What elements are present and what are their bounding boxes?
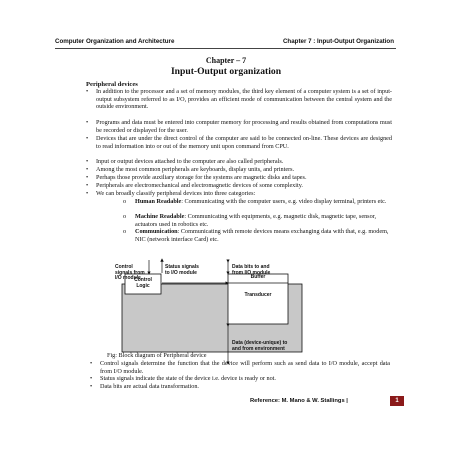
bullet-item: • Data bits are actual data transformation. [90,383,199,390]
chapter-title: Input-Output organization [170,66,282,77]
bullet-item: • Input or output devices attached to the computer are also called peripherals. [86,158,284,165]
buffer-transducer-box [228,274,288,324]
header-divider [55,48,396,49]
bullet-item: • Control signals determine the function that the device will perform such as send data to I/O module, accept data from I/O module. [90,360,390,375]
category-item: o Human Readable: Communicating with the computer users, e.g. video display terminal, printers etc. [123,198,387,205]
category-item: o Machine Readable: Communicating with equipments, e.g. magnetic disk, magnetic tape, sensor, actuators used in robotics etc. [123,213,377,228]
bullet-item: • Peripherals are electromechanical and electromagnetic devices of some complexity. [86,182,303,189]
bullet-item: • Status signals indicate the state of the device i.e. device is ready or not. [90,375,276,382]
bullet-item: • Programs and data must be entered into computer memory for processing and results obtained from computations must be recorded or displayed for the user. [86,119,392,134]
header-left: Computer Organization and Architecture [55,38,175,45]
bullet-item: • We can broadly classify peripheral devices into three categories: [86,190,256,197]
control-logic-label: Control Logic [134,277,152,289]
bullet-item: • Perhaps those provide auxiliary storage for the systems are magnetic disks and tapes. [86,174,307,181]
bullet-item: • Among the most common peripherals are keyboards, display units, and printers. [86,166,295,173]
figure-caption: Fig: Block diagram of Peripheral device [107,352,207,359]
bullet-item: • In addition to the processor and a set of memory modules, the third key element of a computer system is a set of input-output subsystem referred to as I/O, provides an efficient mode of communication between the central system and the outside environment. [86,88,392,110]
status-signals-label: Status signals to I/O module [165,264,199,276]
footer-reference: Reference: M. Mano & W. Stallings | [250,398,348,404]
data-bits-label: Data bits to and from I/O module [232,264,271,276]
page-number: 1 [390,396,404,406]
control-signals-label: Control signals from I/O module [115,264,145,282]
environment-data-label: Data (device-unique) to and from environment [232,340,288,352]
buffer-label: Buffer [250,274,266,280]
chapter-number: Chapter – 7 [205,56,247,65]
section-heading: Peripheral devices [86,81,138,88]
category-item: o Communication: Communicating with remote devices means exchanging data with that, e.g. modem, NIC (network interface Card) etc. [123,228,389,243]
bullet-item: • Devices that are under the direct control of the computer are said to be connected on-line. These devices are designed to read information into or out of the memory unit upon command from CPU. [86,135,392,150]
header-right: Chapter 7 : Input-Output Organization [282,38,394,45]
transducer-label: Transducer [244,292,272,298]
